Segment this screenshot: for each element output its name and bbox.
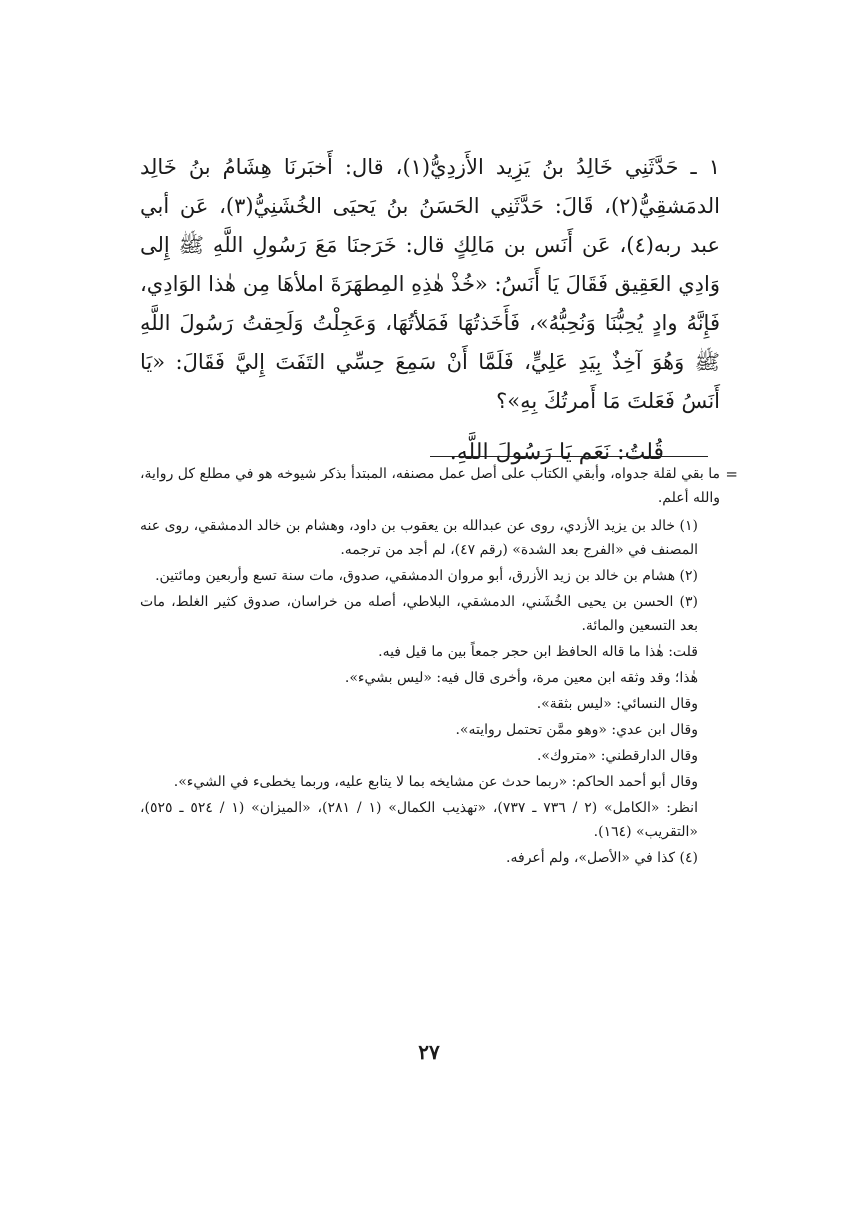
footnote-3-line: قلت: هٰذا ما قاله الحافظ ابن حجر جمعاً بين ما قيل فيه. [378, 644, 698, 660]
footnote-3: (٣) الحسن بن يحيى الخُشَني، الدمشقي، البلاطي، أصله من خراسان، صدوق كثير الغلط، مات بعد التسعين والمائة. [140, 594, 698, 634]
footnote-3-line: وقال ابن عدي: «وهو ممَّن تحتمل روايته». [455, 722, 698, 738]
page-number: ٢٧ [418, 1040, 440, 1064]
hadith-body [140, 148, 720, 472]
footnote-3-line: وقال النسائي: «ليس بثقة». [536, 696, 698, 712]
footnote-3-line: وقال الدارقطني: «متروك». [536, 748, 698, 764]
continuation-mark: = [725, 465, 738, 483]
hadith-text: ١ ـ حَدَّثَنِي خَالِدُ بنُ يَزِيد الأَزدِيُّ(١)، قال: أَخبَرنَا هِشَامُ بنُ خَالِد الدمَشقِيُّ(٢)، قَالَ: حَدَّثَنِي الحَسَنُ بنُ يَحيَى الخُشَنِيُّ(٣)، عَن أبي عبد ربه(٤)، عَن أَنَس بن مَالِكٍ قال: خَرَجنَا مَعَ رَسُولِ اللَّهِ ﷺ إِلى وَادِي العَقِيق فَقَالَ يَا أَنَسُ: «خُذْ هٰذِهِ المِطهَرَةَ املأهَا مِن هٰذا الوَادِي، فَإِنَّهُ وادٍ يُحِبُّنَا وَنُحِبُّهُ»، فَأَخَذتُهَا فَمَلأتُهَا، وَعَجِلْتُ وَلَحِقتُ رَسُولَ اللَّهِ ﷺ وَهُوَ آخِذٌ بِيَدِ عَلِيٍّ، فَلَمَّا أَنْ سَمِعَ حِسِّي التَفَتَ إِليَّ فَقَالَ: «يَا أَنَسُ فَعَلتَ مَا أَمرتُكَ بِهِ»؟ [140, 155, 720, 413]
footnote-3-line: هٰذا؛ وقد وثقه ابن معين مرة، وأخرى قال فيه: «ليس بشيء». [344, 670, 698, 686]
footnote-continuation-text: ما بقي لقلة جدواه، وأبقي الكتاب على أصل عمل مصنفه، المبتدأ بذكر شيوخه هو في مطلع كل رواية، والله أعلم. [140, 466, 720, 506]
footnote-4: (٤) كذا في «الأصل»، ولم أعرفه. [506, 850, 698, 866]
footnotes-section [140, 462, 738, 872]
footnote-1: (١) خالد بن يزيد الأزدي، روى عن عبدالله بن يعقوب بن داود، وهشام بن خالد الدمشقي، روى عنه المصنف في «الفرج بعد الشدة» (رقم ٤٧)، لم أجد من ترجمه. [140, 518, 698, 558]
footnote-separator [430, 456, 708, 457]
footnote-3-sources: انظر: «الكامل» (٢ / ٧٣٦ ـ ٧٣٧)، «تهذيب الكمال» (١ / ٢٨١)، «الميزان» (١ / ٥٢٤ ـ ٥٢٥)، «التقريب» (١٦٤). [140, 800, 698, 840]
footnote-3-line: وقال أبو أحمد الحاكم: «ربما حدث عن مشايخه بما لا يتابع عليه، وربما يخطىء في الشيء». [173, 774, 698, 790]
hadith-reply: قُلتُ: نَعَم يَا رَسُولَ اللَّهِ. [449, 440, 664, 465]
footnote-continuation [140, 462, 738, 510]
footnote-2: (٢) هشام بن خالد بن زيد الأزرق، أبو مروان الدمشقي، صدوق، مات سنة تسع وأربعين ومائتين. [155, 568, 698, 584]
